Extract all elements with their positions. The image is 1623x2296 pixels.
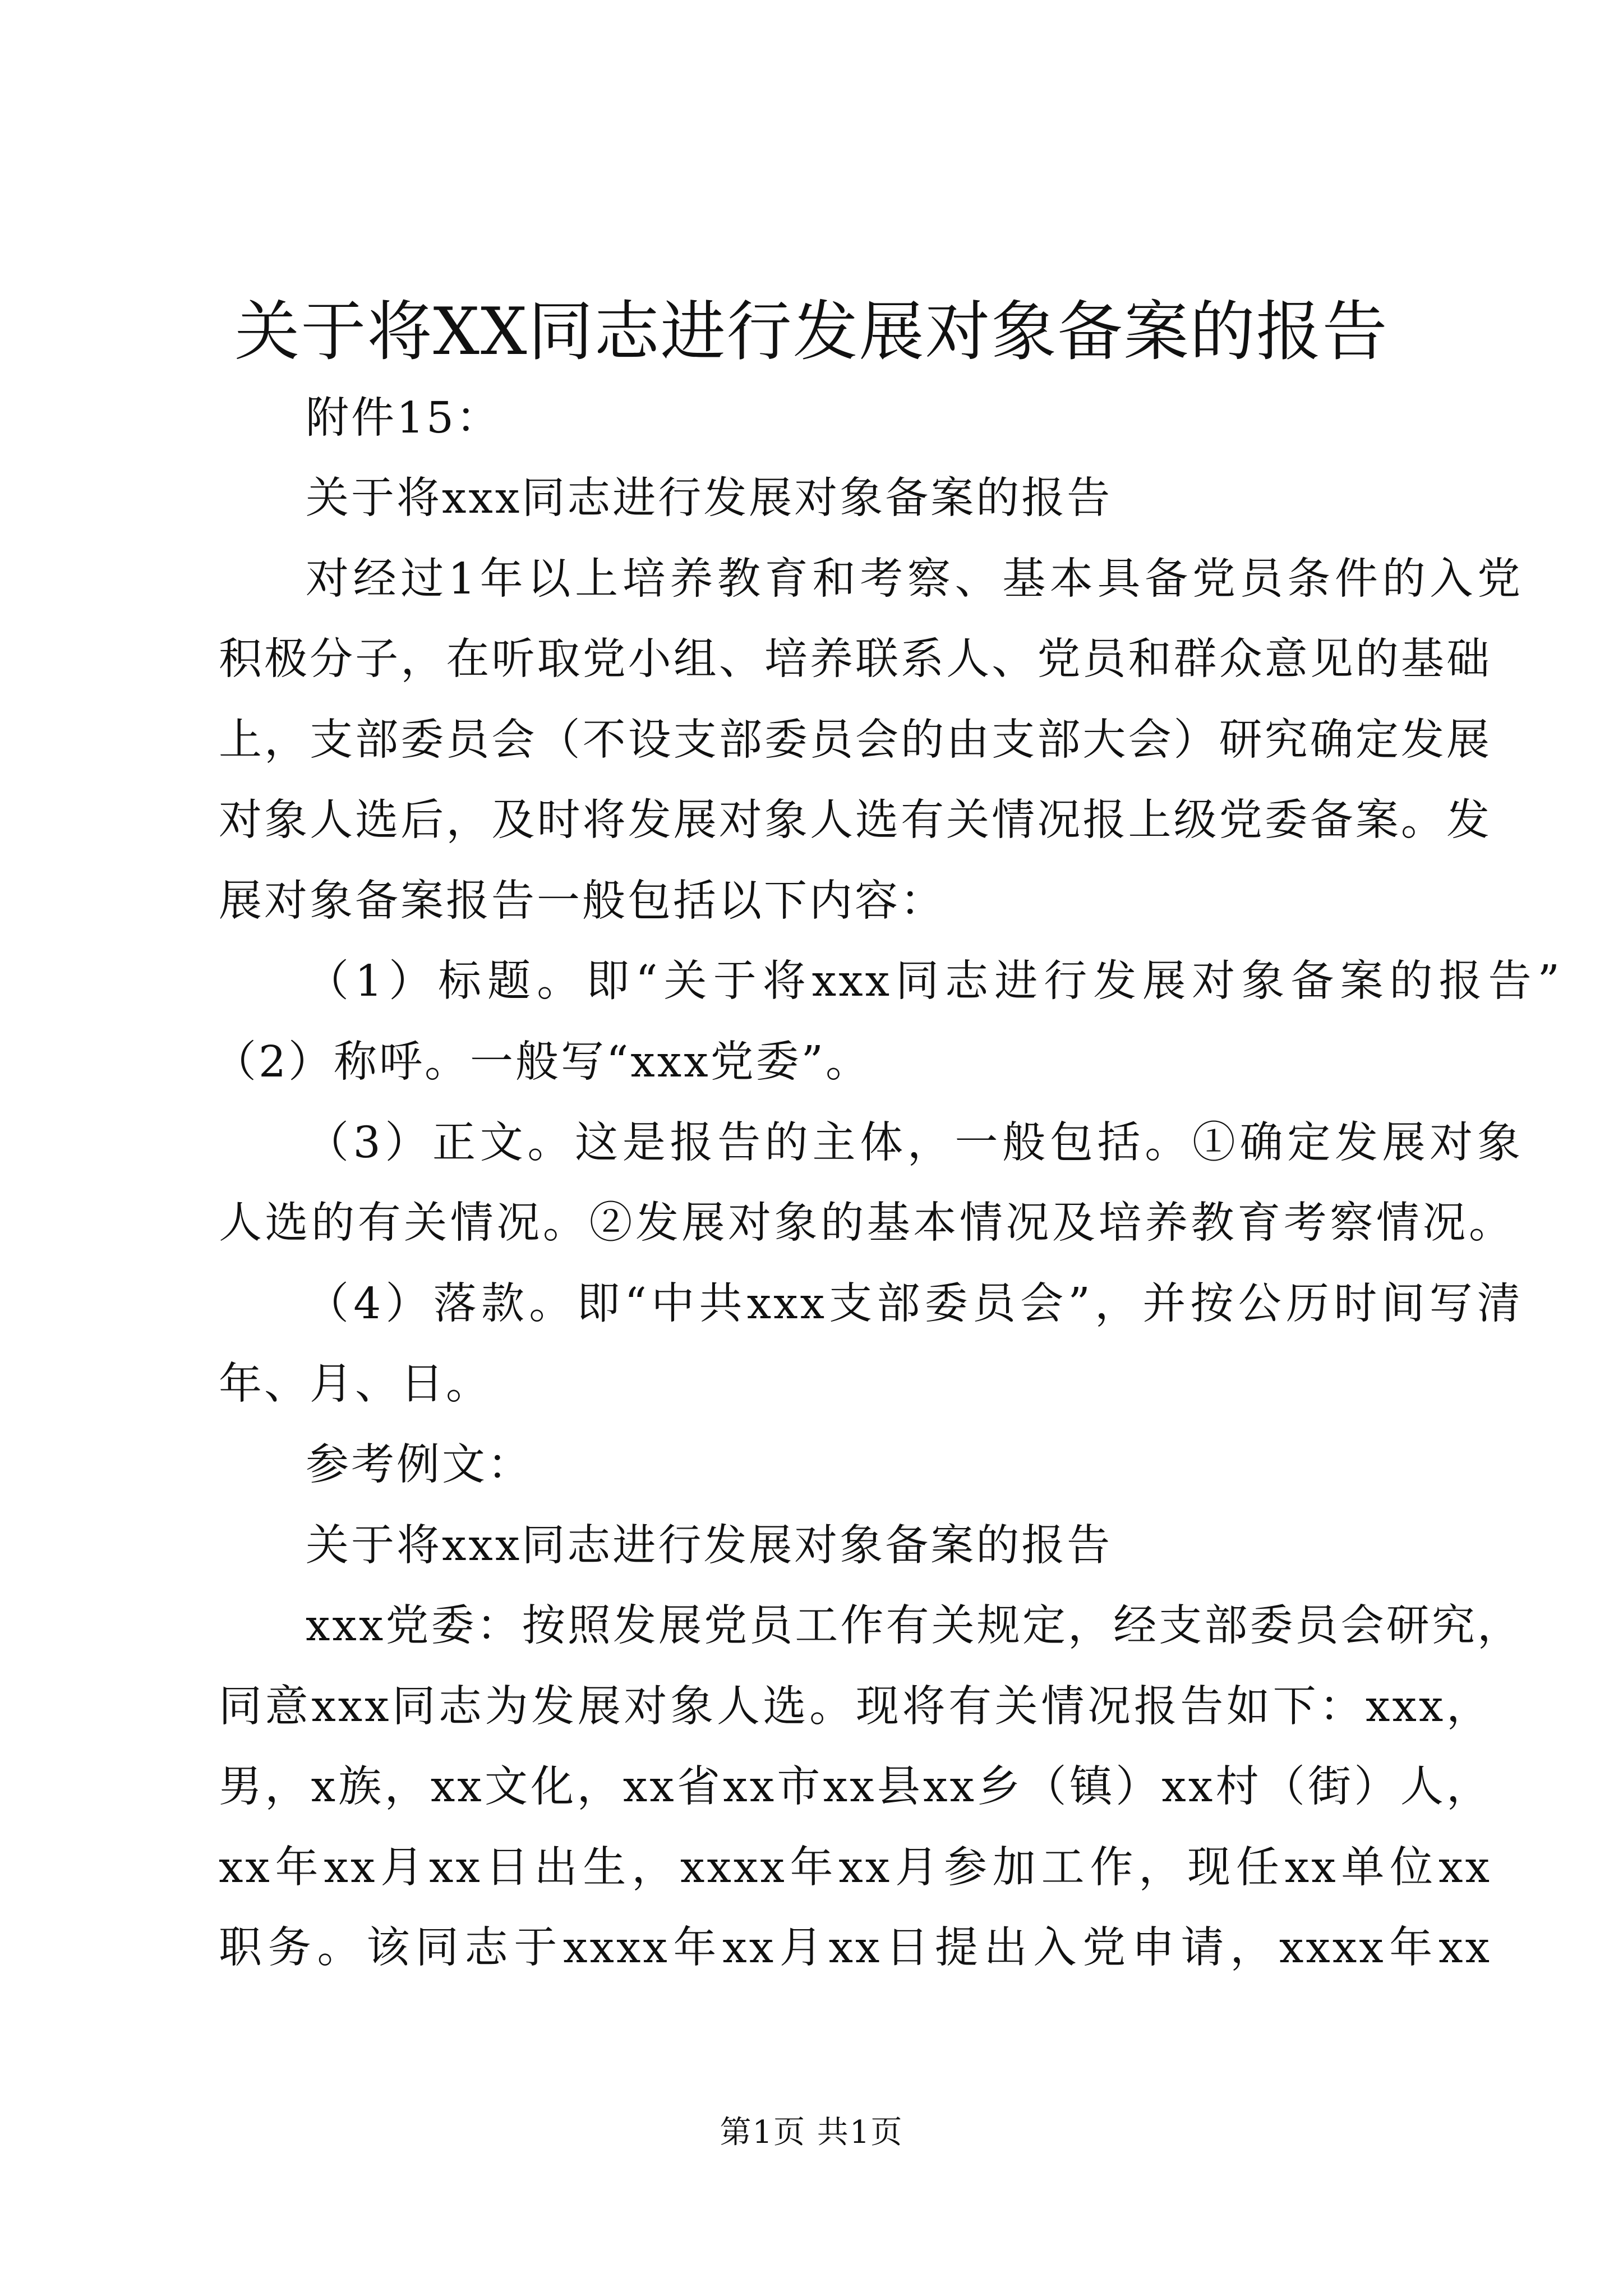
page-number: 第1页 共1页	[720, 2114, 903, 2151]
body-line: 对象人选后，及时将发展对象人选有关情况报上级党委备案。发	[219, 795, 1492, 845]
attachment-label: 附件15：	[306, 393, 501, 443]
body-line: 职务。该同志于xxxx年xx月xx日提出入党申请，xxxx年xx	[219, 1923, 1492, 1973]
subtitle: 关于将xxx同志进行发展对象备案的报告	[306, 473, 1113, 523]
body-line: 对经过1年以上培养教育和考察、基本具备党员条件的入党	[306, 554, 1523, 604]
list-item: （1）标题。即“关于将xxx同志进行发展对象备案的报告”	[306, 956, 1562, 1006]
body-line: 同意xxx同志为发展对象人选。现将有关情况报告如下：xxx，	[219, 1682, 1492, 1732]
body-line: 男，x族，xx文化，xx省xx市xx县xx乡（镇）xx村（街）人，	[219, 1762, 1492, 1812]
example-label: 参考例文：	[306, 1440, 533, 1490]
list-item: （3）正文。这是报告的主体，一般包括。①确定发展对象	[306, 1118, 1523, 1168]
body-line: 年、月、日。	[219, 1359, 491, 1409]
example-title: 关于将xxx同志进行发展对象备案的报告	[306, 1521, 1113, 1571]
list-item: （4）落款。即“中共xxx支部委员会”，并按公历时间写清	[306, 1279, 1523, 1329]
body-line: 上，支部委员会（不设支部委员会的由支部大会）研究确定发展	[219, 715, 1492, 765]
list-item: （2）称呼。一般写“xxx党委”。	[213, 1037, 871, 1087]
document-title: 关于将XX同志进行发展对象备案的报告	[234, 294, 1389, 370]
body-line: 积极分子，在听取党小组、培养联系人、党员和群众意见的基础	[219, 634, 1492, 684]
body-line: 展对象备案报告一般包括以下内容：	[219, 876, 946, 926]
body-line: xxx党委：按照发展党员工作有关规定，经支部委员会研究，	[306, 1601, 1523, 1651]
body-line: xx年xx月xx日出生，xxxx年xx月参加工作，现任xx单位xx	[219, 1843, 1492, 1893]
body-line: 人选的有关情况。②发展对象的基本情况及培养教育考察情况。	[219, 1198, 1514, 1248]
